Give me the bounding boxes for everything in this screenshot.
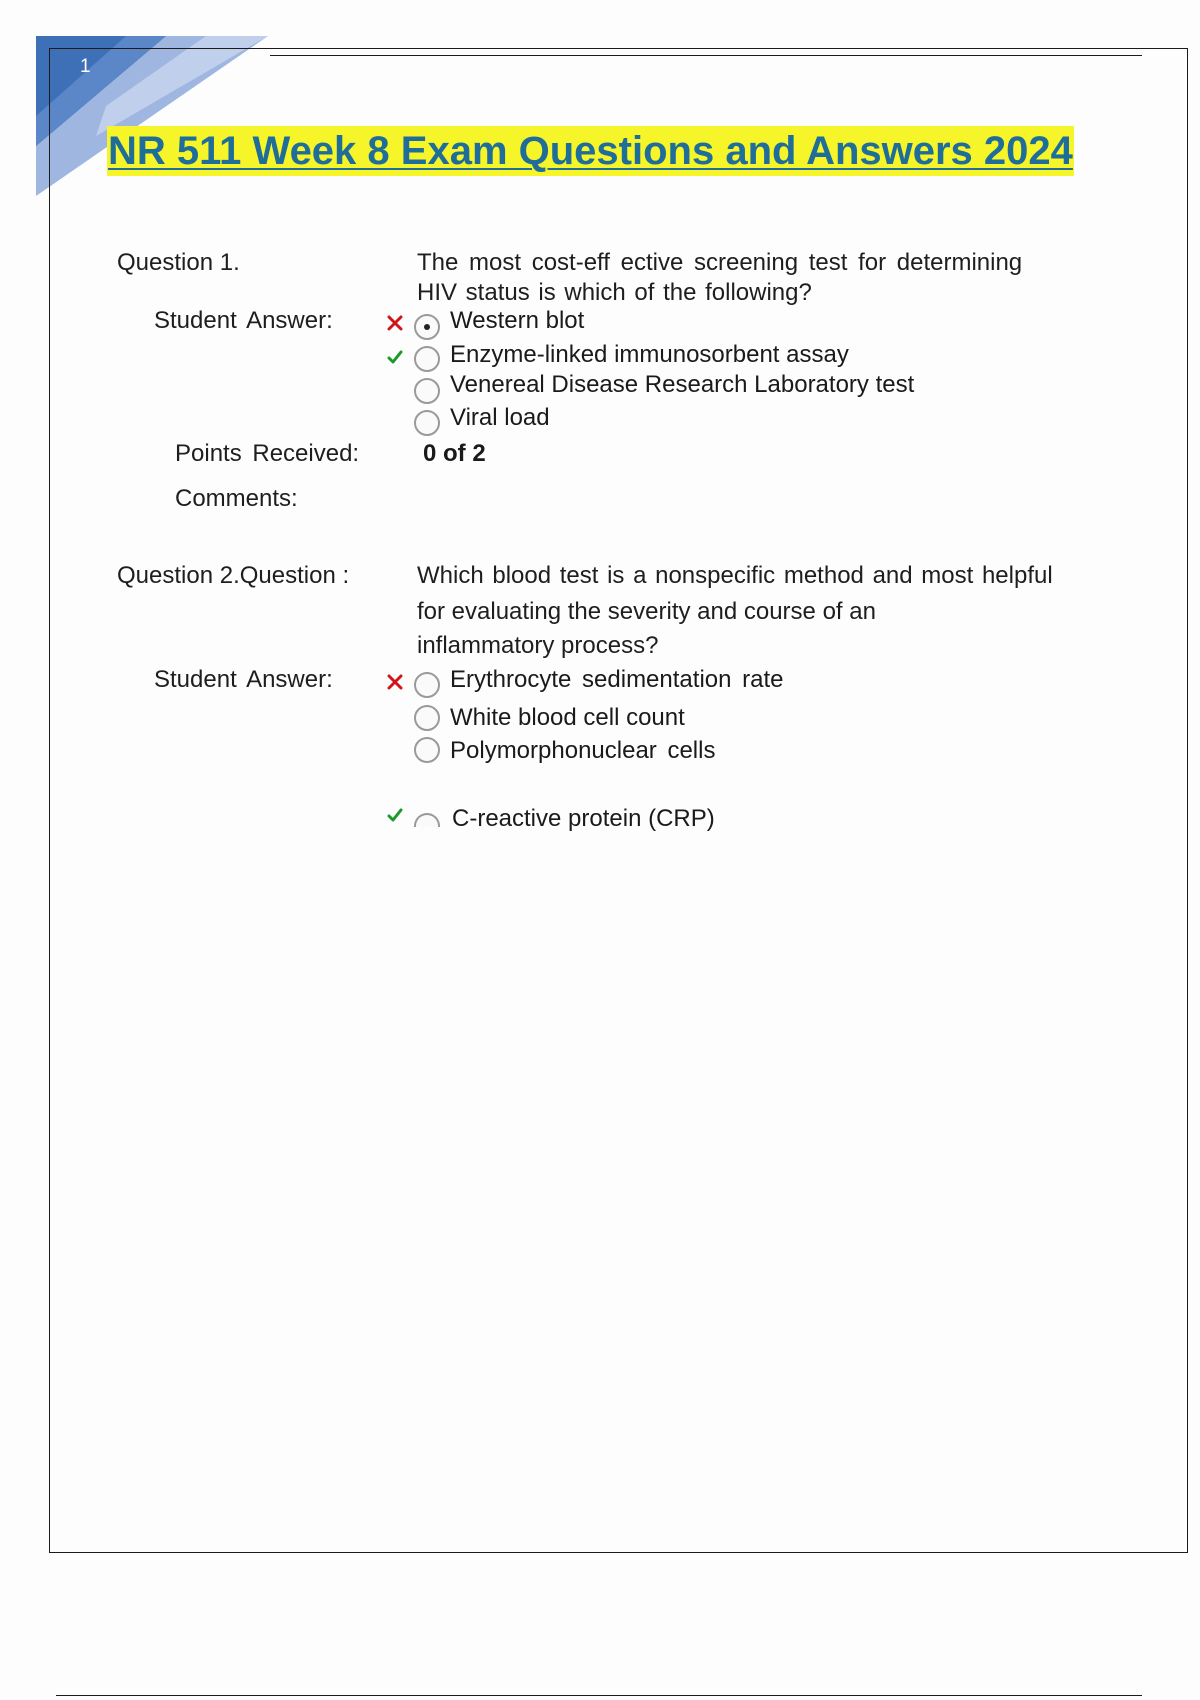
- comments-label: Comments:: [175, 485, 298, 512]
- question-2-option-label: C-reactive protein (CRP): [452, 805, 715, 832]
- question-1-option-radio[interactable]: [414, 410, 440, 436]
- question-1-option-radio[interactable]: [414, 314, 440, 340]
- question-2-text-line: inflammatory process?: [417, 632, 659, 659]
- footer-rule: [56, 1695, 1142, 1696]
- question-2-option-label: White blood cell count: [450, 704, 685, 731]
- question-1-text-line: The most cost-eff ective screening test for determining: [417, 249, 1023, 276]
- page-number: 1: [80, 56, 91, 77]
- question-1-label: Question 1.: [117, 249, 240, 276]
- question-1-text-line: HIV status is which of the following?: [417, 279, 812, 306]
- question-2-student-answer-label: Student Answer:: [154, 666, 333, 693]
- question-2-option-label: Polymorphonuclear cells: [450, 737, 716, 764]
- header-rule: [270, 55, 1142, 56]
- incorrect-icon: [387, 674, 403, 690]
- correct-icon: [387, 807, 403, 823]
- document-title: NR 511 Week 8 Exam Questions and Answers 2024: [107, 126, 1074, 176]
- question-1-option-label: Enzyme-linked immunosorbent assay: [450, 341, 849, 368]
- question-1-student-answer-label: Student Answer:: [154, 307, 333, 334]
- points-received-label: Points Received:: [175, 440, 360, 467]
- question-1-option-label: Venereal Disease Research Laboratory test: [450, 371, 915, 398]
- question-2-option-radio[interactable]: [414, 737, 440, 763]
- incorrect-icon: [387, 315, 403, 331]
- question-2-text-line: for evaluating the severity and course of an: [417, 598, 876, 625]
- question-1-option-label: Western blot: [450, 307, 585, 334]
- correct-icon: [387, 349, 403, 365]
- question-1-option-label: Viral load: [450, 404, 550, 431]
- question-1-option-radio[interactable]: [414, 378, 440, 404]
- question-1-option-radio[interactable]: [414, 346, 440, 372]
- question-2-option-radio[interactable]: [414, 705, 440, 731]
- question-2-label: Question 2.Question :: [117, 562, 350, 589]
- points-received-value: 0 of 2: [423, 440, 486, 467]
- question-2-text-line: Which blood test is a nonspecific method and most helpful: [417, 562, 1053, 589]
- question-2-option-radio[interactable]: [414, 672, 440, 698]
- question-2-option-label: Erythrocyte sedimentation rate: [450, 666, 784, 693]
